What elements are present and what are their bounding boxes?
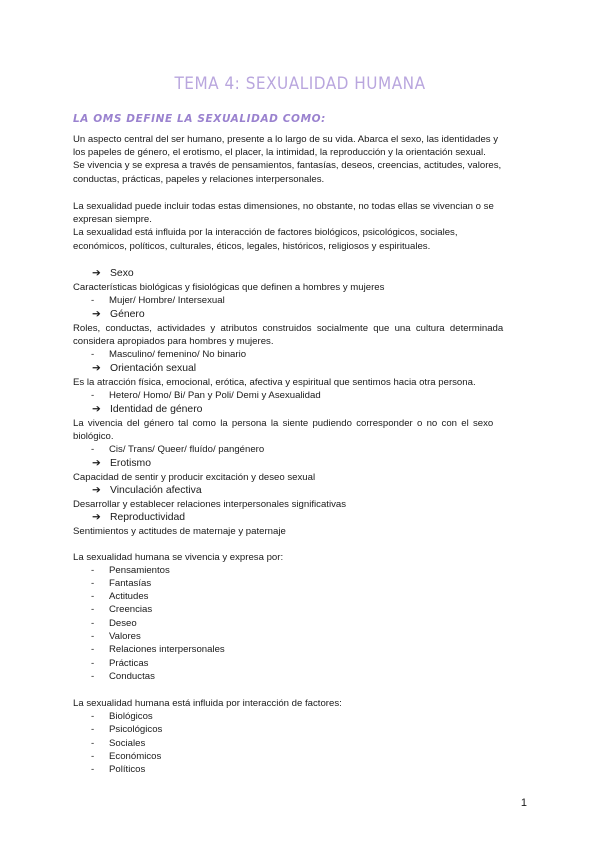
page-title: TEMA 4: SEXUALIDAD HUMANA [174, 74, 426, 94]
right-arrow-icon: ➔ [92, 512, 101, 523]
dash-bullet: - [91, 671, 95, 682]
list-item: - Prácticas [91, 658, 149, 669]
list-item: - Sociales [91, 738, 146, 749]
dash-bullet: - [91, 618, 95, 629]
section-heading: LA OMS DEFINE LA SEXUALIDAD COMO: [73, 113, 326, 125]
dimension-orientacion [92, 362, 196, 375]
dash-list-item: - Cis/ Trans/ Queer/ fluído/ pangénero [91, 444, 265, 455]
list-item: - Pensamientos [91, 565, 170, 576]
dash-bullet: - [91, 390, 95, 401]
right-arrow-icon: ➔ [92, 363, 101, 374]
paragraph-line: La sexualidad está influida por la interacción de factores biológicos, psicológicos, sociales, [73, 227, 458, 239]
dimension-description: La vivencia del género tal como la persona la siente pudiendo corresponder o no con el sexo [73, 418, 494, 429]
dash-bullet: - [91, 724, 95, 735]
second-paragraph [73, 200, 529, 253]
list-item: - Valores [91, 631, 141, 642]
list-item: - Creencias [91, 604, 153, 615]
dash-list-item: - Hetero/ Homo/ Bi/ Pan y Poli/ Demi y Asexualidad [91, 390, 321, 401]
dimension-description: Roles, conductas, actividades y atributos construidos socialmente que una cultura determinada [73, 323, 504, 334]
dash-bullet: - [91, 444, 95, 455]
dimension-label: Orientación sexual [110, 363, 197, 374]
dimension-erotismo [92, 457, 151, 470]
dash-bullet: - [91, 578, 95, 589]
dimension-genero [92, 308, 145, 321]
page-number: 1 [520, 797, 527, 809]
intro-line: conductas, prácticas, papeles y relaciones interpersonales. [73, 173, 325, 185]
dash-bullet: - [91, 764, 95, 775]
dimension-description: considera apropiados para hombres y mujeres. [73, 336, 274, 347]
dimension-reproductividad [92, 511, 185, 524]
list-item: - Deseo [91, 618, 137, 629]
dimension-label: Reproductividad [110, 512, 186, 523]
right-arrow-icon: ➔ [92, 268, 101, 279]
dimension-description: Características biológicas y fisiológicas que definen a hombres y mujeres [73, 282, 385, 293]
dash-list-item: - Masculino/ femenino/ No binario [91, 349, 247, 360]
dash-bullet: - [91, 295, 95, 306]
right-arrow-icon: ➔ [92, 458, 101, 469]
dash-bullet: - [91, 349, 95, 360]
list-heading: La sexualidad humana está influida por interacción de factores: [73, 698, 342, 709]
dash-bullet: - [91, 604, 95, 615]
dimension-sexo [92, 267, 134, 280]
dimension-label: Identidad de género [110, 404, 203, 415]
list-item: - Relaciones interpersonales [91, 644, 225, 655]
dash-bullet: - [91, 565, 95, 576]
list-item: - Políticos [91, 764, 146, 775]
dimension-label: Sexo [110, 268, 134, 279]
intro-paragraph [73, 133, 529, 186]
intro-line: Se vivencia y se expresa a través de pensamientos, fantasías, deseos, creencias, actitudes, valores, [73, 160, 502, 172]
dimension-label: Género [110, 309, 145, 320]
paragraph-line: expresan siempre. [73, 214, 152, 226]
list-item: - Biológicos [91, 711, 153, 722]
dash-list-item: - Mujer/ Hombre/ Intersexual [91, 295, 225, 306]
dimension-description: Desarrollar y establecer relaciones interpersonales significativas [73, 499, 347, 510]
list-item: - Económicos [91, 751, 162, 762]
dimension-label: Erotismo [110, 458, 151, 469]
dimension-description: Capacidad de sentir y producir excitación y deseo sexual [73, 472, 316, 483]
paragraph-line: La sexualidad puede incluir todas estas dimensiones, no obstante, no todas ellas se vivencian o se [73, 201, 494, 212]
dimension-identidad [92, 403, 202, 416]
dash-bullet: - [91, 658, 95, 669]
dimension-description: biológico. [73, 431, 114, 442]
dash-bullet: - [91, 738, 95, 749]
right-arrow-icon: ➔ [92, 404, 101, 415]
list-heading: La sexualidad humana se vivencia y expresa por: [73, 552, 284, 563]
list-item: - Psicológicos [91, 724, 163, 735]
list-item: - Fantasías [91, 578, 152, 589]
list-item: - Conductas [91, 671, 155, 682]
intro-line: los papeles de género, el erotismo, el placer, la intimidad, la reproducción y la orientación sexual. [73, 147, 486, 159]
dimension-vinculacion [92, 484, 202, 497]
dash-bullet: - [91, 591, 95, 602]
paragraph-line: económicos, políticos, culturales, éticos, legales, históricos, religiosos y espirituales. [73, 240, 431, 252]
dash-bullet: - [91, 631, 95, 642]
dash-bullet: - [91, 711, 95, 722]
dimension-label: Vinculación afectiva [110, 485, 202, 496]
list-item: - Actitudes [91, 591, 149, 602]
right-arrow-icon: ➔ [92, 485, 101, 496]
right-arrow-icon: ➔ [92, 309, 101, 320]
dimension-description: Sentimientos y actitudes de maternaje y paternaje [73, 526, 286, 537]
dash-bullet: - [91, 644, 95, 655]
dimension-description: Es la atracción física, emocional, erótica, afectiva y espiritual que sentimos hacia otra persona. [73, 377, 476, 388]
intro-line: Un aspecto central del ser humano, presente a lo largo de su vida. Abarca el sexo, las identidades y [73, 134, 499, 145]
dash-bullet: - [91, 751, 95, 762]
